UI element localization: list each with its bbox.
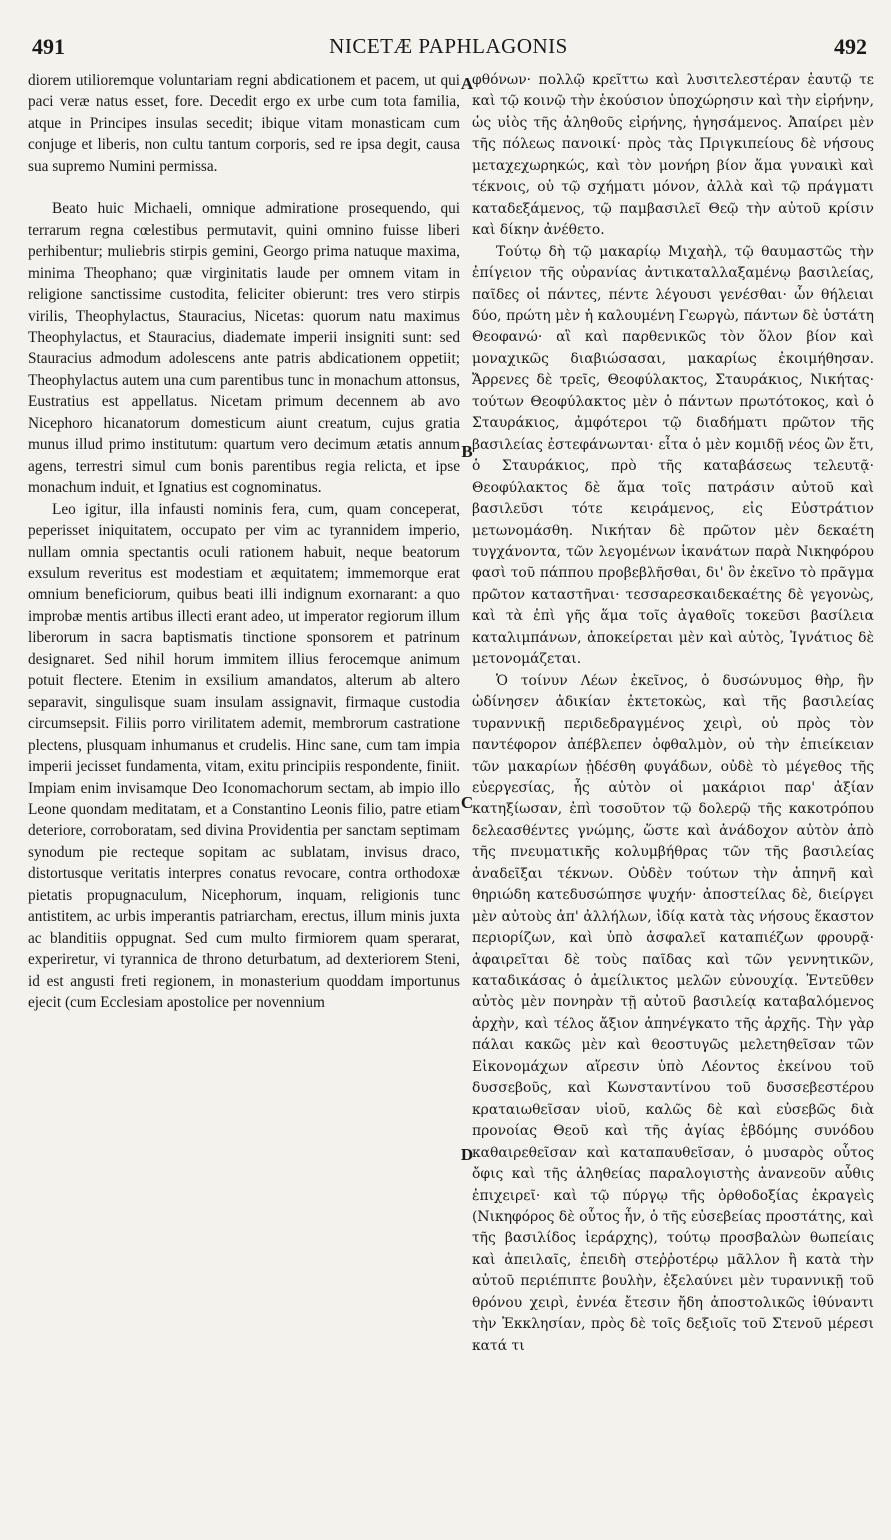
greek-paragraph-2: Τούτῳ δὴ τῷ μακαρίῳ Μιχαὴλ, τῷ θαυμαστῶς τὴν ἐπίγειον τῆς οὐρανίας ἀντικαταλλαξαμένῳ βασιλείας, παῖδες οἱ πάντες, πέντε λέγουσι γενέσθαι· ὧν θήλειαι δύο, πρώτη μὲν ἡ καλουμένη Γεωργὼ, πάντων δὲ ὑστάτη Θεοφανώ· αἳ καὶ παρθενικῶς τὸν ὅλον βίον καὶ μοναχικῶς διαβιώσασαι, μακαρίως ἐκοιμήθησαν. Ἄρρενες δὲ τρεῖς, Θεοφύλακτος, Σταυράκιος, Νικήτας· τούτων Θεοφύλακτος μὲν ὁ πάντων πρωτότοκος, καὶ ὁ Σταυράκιος, ἀμφότεροι τῷ διαδήματι πρῶτον τῆς βασιλείας ἐστεφάνωνται· εἶτα ὁ μὲν κομιδῇ νέος ὢν ἔτι, ὁ Σταυράκιος, πρὸ τῆς καταβάσεως τελευτᾷ· Θεοφύλακτος δὲ ἅμα τοῖς πατράσιν αὐτοῦ καὶ βασιλεῦσι τότε κειράμενος, εἰς Εὐστράτιον μετωνομάσθη. Νικήταν δὲ πρῶτον μὲν δεκαέτη τυγχάνοντα, τῶν λεγομένων ἱκανάτων παρὰ Νικηφόρου φασὶ τοῦ πάππου προβεβλῆσθαι, δι' ὃν ἐκεῖνο τὸ πρᾶγμα πρῶτον καταστῆναι· τεσσαρεσκαιδεκαέτης δὲ γεγονὼς, καὶ τὰ ἐπὶ γῆς ἅμα τοῖς ἀγαθοῖς τοκεῦσι βασίλεια καταλιμπάνων, ἀποκείρεται μὲν καὶ αὐτὸς, Ἰγνάτιος δὲ μετονομάζεται. (472, 243, 874, 668)
latin-column (28, 70, 460, 1520)
latin-paragraph-2: Beato huic Michaeli, omnique admiratione prosequendo, qui terrarum regna cœlestibus permutavit, quini omnino fuisse liberi perhibentur; muliebris stirpis gemini, Georgo prima natuque maxima, minima Theophano; quæ virginitatis laude per omnem vitam in religione sanctissime custodita, feliciter obierunt: tres vero stirpis virilis, Theophylactus, Stauracius, Nicetas: quorum natu maximus Theophylactus, et Stauracius, diademate imperii insigniti sunt: sed Stauracius admodum adolescens ante patris abdicationem oppetiit; Theophylactus autem una cum parentibus tunc in monachum attonsus, Eustratius est appellatus. Nicetam primum decennem ab avo Nicephoro hicanatorum domesticum aiunt creatum, cujus gratia munus illud primo institutum: quartum vero decimum ætatis annum agens, terrestri simul cum bonis parentibus regia relicta, et ipse monachum induit, et Ignatius est cognominatus. (28, 200, 460, 497)
greek-paragraph-3: Ὁ τοίνυν Λέων ἐκεῖνος, ὁ δυσώνυμος θὴρ, ἣν ὠδίνησεν ἀδικίαν ἐκτετοκὼς, καὶ τῆς βασιλείας τυραννικῇ περιδεδραγμένος χειρὶ, οὐ πρὸς τὸν παντέφορον ἀπέβλεπεν ὀφθαλμὸν, οὐ τὴν ἐπιείκειαν τῶν μακαρίων ᾐδέσθη φυγάδων, οὐδὲ τὸ μέγεθος τῆς εὐεργεσίας, ἧς αὐτὸν οἱ μακάριοι παρ' ἀξίαν κατηξίωσαν, ἐπὶ τοσοῦτον τῷ δολερῷ τῆς κακοτρόπου δελεασθέντες γνώμης, ὥστε καὶ ἀνάδοχον αὐτὸν ἀπὸ τῆς πνευματικῆς κολυμβήθρας τῶν τῆς βασιλείας ἀναδεῖξαι τέκνων. Οὐδὲν τούτων τὴν ἀπηνῆ καὶ θηριώδη κατεδυσώπησε ψυχήν· ἀποστείλας δὲ, διείργει μὲν αὐτοὺς ἀπ' ἀλλήλων, ἰδίᾳ κατὰ τὰς νήσους ἕκαστον περιορίζων, καὶ ὑπὸ ἀσφαλεῖ καταπιέζων φρουρᾷ· ἀφαιρεῖται δὲ τοὺς παῖδας καὶ τῶν γεννητικῶν, καταδικάσας ὁ ἀμείλικτος μελῶν εὐνουχίᾳ. Ἐντεῦθεν αὐτὸς μὲν πονηρὰν τῇ αὐτοῦ βασιλείᾳ καταβαλόμενος ἀρχὴν, καὶ τέλος ἄξιον ἀπηνέγκατο τῆς ἀρχῆς. Τὴν γὰρ πάλαι κακῶς μὲν καὶ θεοστυγῶς μελετηθεῖσαν τῶν Εἰκονομάχων αἵρεσιν ὑπὸ Λέοντος ἐκείνου τοῦ δυσσεβοῦς, καὶ Κωνσταντίνου τοῦ δυσσεβεστέρου κραταιωθεῖσαν υἱοῦ, καλῶς δὲ καὶ εὐσεβῶς διὰ προνοίας Θεοῦ καὶ τῆς ἁγίας ἑβδόμης συνόδου καθαιρεθεῖσαν καὶ καταπαυθεῖσαν, ὁ μυσαρὸς οὗτος ὄφις καὶ τῆς ἀληθείας παραλογιστὴς ἀνανεοῦν αὖθις ἐπιχειρεῖ· καὶ τῷ πύργῳ τῆς ὀρθοδοξίας ἐκραγεὶς (Νικηφόρος δὲ οὗτος ἦν, ὁ τῆς εὐσεβείας προστάτης, καὶ τῆς βασιλίδος ἱεράρχης), τούτῳ προσβαλὼν θωπείαις καὶ ἀπειλαῖς, ἐπειδὴ στεῤῥοτέρῳ μᾶλλον ἢ κατὰ τὴν αὐτοῦ περιέπιπτε βουλὴν, ἐξελαύνει μὲν τυραννικῇ τοῦ θρόνου χειρὶ, ἐννέα ἔτεσιν ἤδη ἀποστολικῶς ἰθύναντι τὴν Ἐκκλησίαν, πρὸς δὲ τοῖς δεξιοῖς τοῦ Στενοῦ μέρεσι κατά τι (472, 672, 874, 1354)
page-number-right: 492 (834, 34, 867, 59)
latin-paragraph-1: diorem utilioremque voluntariam regni abdicationem et pacem, ut qui paci veræ natus esset, fore. Decedit ergo ex urbe cum tota familia, atque in Principes insulas secedit; ibique vitam monasticam cum conjuge et liberis, non cultu tantum corporis, sed re ipsa degit, causa sua supremo Numini permissa. (28, 72, 460, 175)
section-marker-b: B (461, 442, 473, 461)
page-number-left: 491 (32, 34, 65, 59)
latin-paragraph-3: Leo igitur, illa infausti nominis fera, cum, quam conceperat, peperisset iniquitatem, occupato per vim ac tyrannidem imperio, nullam omnia spectantis oculi rationem habuit, neque beatorum exsulum reveritus est modestiam et æquitatem; immemorque erat omnium beneficiorum, quibus beati illi indignum exornarant: a quo improbæ mentis artibus illecti erant adeo, ut imperator regiorum illum liberorum in sacra baptismatis tinctione sponsorem et patrinum designaret. Sed nihil horum immitem illius ferocemque animum potuit flectere. Etenim in exsilium amandatos, alterum ab altero separavit, singulisque suam insulam assignavit, firmaque custodia circumsepsit. Filiis porro virilitatem ademit, membrorum castratione plectens, plusquam inhumanus et crudelis. Hinc sane, cum tam impia imperii jecisset fundamenta, vitam, exitu principiis respondente, finiit. Impiam enim invisamque Deo Iconomachorum sectam, ab impio illo Leone quondam meditatam, et a Constantino Leonis filio, patre etiam deteriore, corroboratam, sed divina Providentia per sanctam septimam synodum pie recteque sopitam ac sublatam, invisus draco, distortusque veritatis interpres conatus revocare, contra orthodoxæ pietatis propugnaculum, Nicephorum, inquam, religionis tunc antistitem, ac urbis imperantis patriarcham, erectus, illum minis juxta ac blanditiis oppugnat. Sed cum multo firmiorem quam sperarat, experiretur, vi tyrannica de throno deturbatum, ad dexteriorem Steni, id est angusti freti regionem, in monasterium quoddam importunus ejecit (cum Ecclesiam apostolice per novennium (28, 500, 460, 1012)
section-marker-d: D (460, 1145, 474, 1164)
section-marker-c: C (460, 793, 474, 812)
greek-paragraph-1: φθόνων· πολλῷ κρεῖττω καὶ λυσιτελεστέραν ἑαυτῷ τε καὶ τῷ κοινῷ τὴν ἑκούσιον ὑποχώρησιν καὶ τὴν εἰρήνην, ὡς υἱὸς τῆς ἀληθοῦς εἰρήνης, ἡγησάμενος. Ἀπαίρει μὲν τῆς πόλεως πανοικί· πρὸς τὰς Πριγκιπείους δὲ νήσους μεταχεχωρηκώς, καὶ τὸν μονήρη βίον ἅμα γυναικὶ καὶ τέκνοις, οὐ τῷ σχήματι μόνον, ἀλλὰ καὶ τῷ πράγματι καταδεξάμενος, τῷ παμβασιλεῖ Θεῷ τὴν αὐτοῦ κρίσιν καὶ δίκην ἀνέθετο. (472, 72, 874, 239)
page-header (28, 30, 869, 64)
section-marker-a: A (460, 74, 474, 93)
greek-column (472, 70, 874, 1520)
running-title: NICETÆ PAPHLAGONIS (329, 34, 568, 58)
